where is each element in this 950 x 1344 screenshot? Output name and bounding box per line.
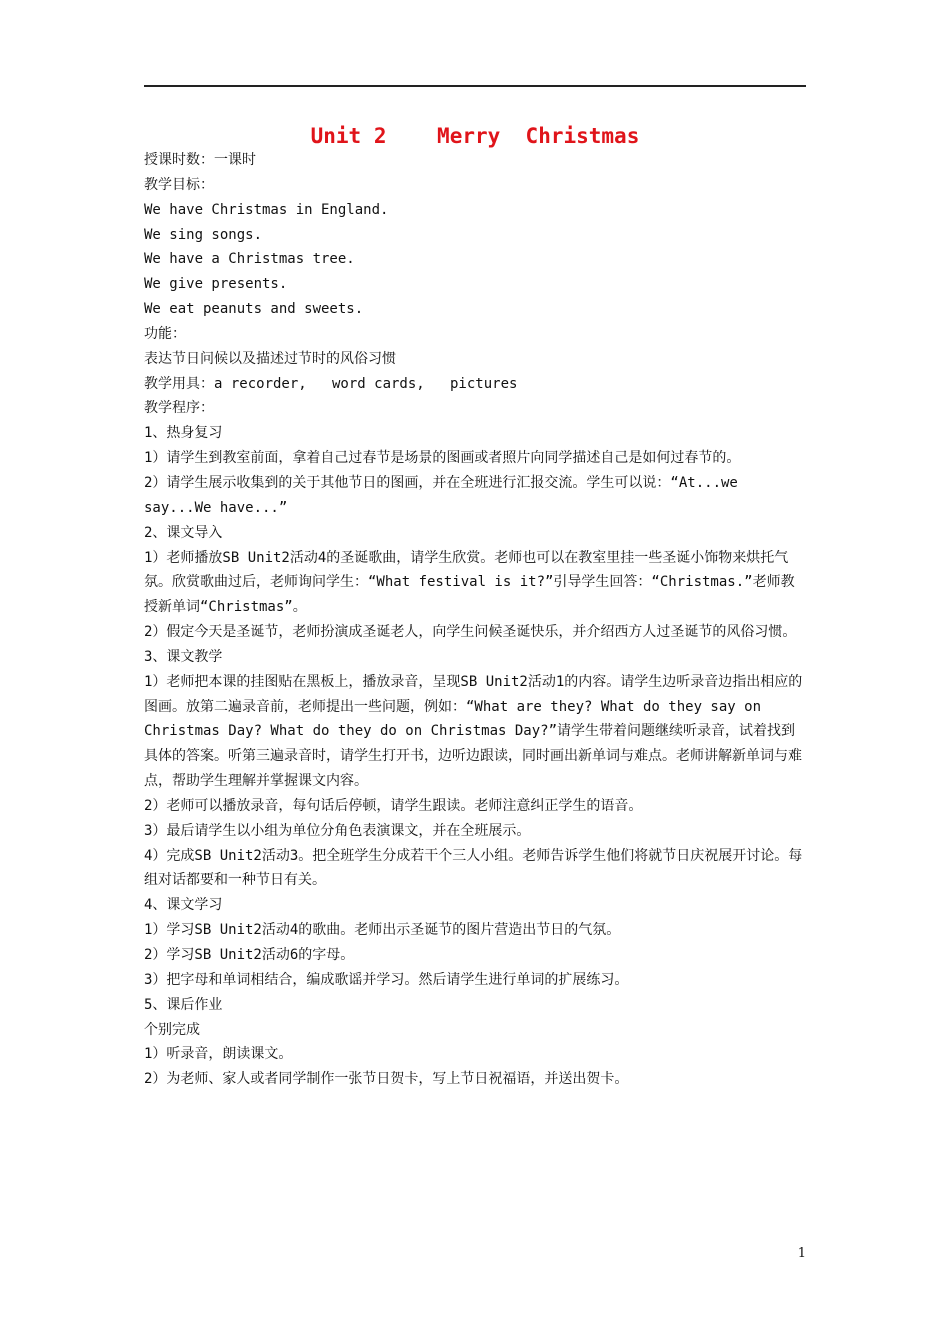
paragraph: 1）老师把本课的挂图贴在黑板上，播放录音，呈现SB Unit2活动1的内容。请学生边听录音边指出相应的图画。放第二遍录音前，老师提出一些问题，例如：“What are they? What do they say on Christmas Day? What do they do on Christmas Day?”请学生带着问题继续听录音，试着找到具体的答案。听第三遍录音时，请学生打开书，边听边跟读，同时画出新单词与难点。老师讲解新单词与难点，帮助学生理解并掌握课文内容。 [144, 673, 803, 790]
paragraph: 1）请学生到教室前面，拿着自己过春节是场景的图画或者照片向同学描述自己是如何过春节的。 [144, 450, 741, 467]
paragraph: 2）假定今天是圣诞节，老师扮演成圣诞老人，向学生问候圣诞快乐，并介绍西方人过圣诞节的风俗习惯。 [144, 624, 797, 641]
paragraph: We give presents. [144, 276, 288, 293]
page-number: 1 [797, 1246, 806, 1261]
paragraph: 2）学习SB Unit2活动6的字母。 [144, 947, 355, 963]
paragraph: 功能： [144, 325, 186, 342]
paragraph: We have Christmas in England. [144, 201, 389, 218]
paragraph: 4）完成SB Unit2活动3。把全班学生分成若干个三人小组。老师告诉学生他们将就节日庆祝展开讨论。每组对话都要和一种节日有关。 [144, 847, 803, 889]
paragraph: 1）老师播放SB Unit2活动4的圣诞歌曲，请学生欣赏。老师也可以在教室里挂一些圣诞小饰物来烘托气氛。欣赏歌曲过后，老师询问学生：“What festival is it?”引导学生回答：“Christmas.”老师教授新单词“Christmas”。 [144, 549, 795, 616]
paragraph: 表达节日问候以及描述过节时的风俗习惯 [144, 350, 396, 367]
paragraph: We sing songs. [144, 226, 263, 243]
paragraph: 教学目标： [144, 176, 214, 193]
paragraph: 个别完成 [144, 1021, 200, 1038]
document-body [144, 148, 808, 1092]
paragraph: 3）最后请学生以小组为单位分角色表演课文，并在全班展示。 [144, 822, 531, 839]
paragraph: 教学程序： [144, 400, 214, 417]
paragraph: 3）把字母和单词相结合，编成歌谣并学习。然后请学生进行单词的扩展练习。 [144, 971, 629, 988]
paragraph: 2）请学生展示收集到的关于其他节日的图画，并在全班进行汇报交流。学生可以说：“At...we say...We have...” [144, 474, 738, 516]
paragraph: 2）为老师、家人或者同学制作一张节日贺卡，写上节日祝福语，并送出贺卡。 [144, 1071, 629, 1088]
section-heading: 5、课后作业 [144, 996, 223, 1013]
document-title: Unit 2 Merry Christmas [310, 124, 640, 148]
section-heading: 2、课文导入 [144, 524, 223, 541]
paragraph: 授课时数：一课时 [144, 152, 256, 168]
header-rule [144, 85, 806, 87]
section-heading: 1、热身复习 [144, 425, 223, 442]
section-heading: 4、课文学习 [144, 897, 223, 914]
paragraph: 教学用具：a recorder, word cards, pictures [144, 375, 518, 392]
paragraph: We eat peanuts and sweets. [144, 301, 364, 318]
section-heading: 3、课文教学 [144, 648, 223, 665]
paragraph: 1）学习SB Unit2活动4的歌曲。老师出示圣诞节的图片营造出节日的气氛。 [144, 922, 621, 939]
paragraph: 1）听录音，朗读课文。 [144, 1046, 293, 1063]
paragraph: We have a Christmas tree. [144, 251, 355, 268]
paragraph: 2）老师可以播放录音，每句话后停顿，请学生跟读。老师注意纠正学生的语音。 [144, 797, 643, 814]
